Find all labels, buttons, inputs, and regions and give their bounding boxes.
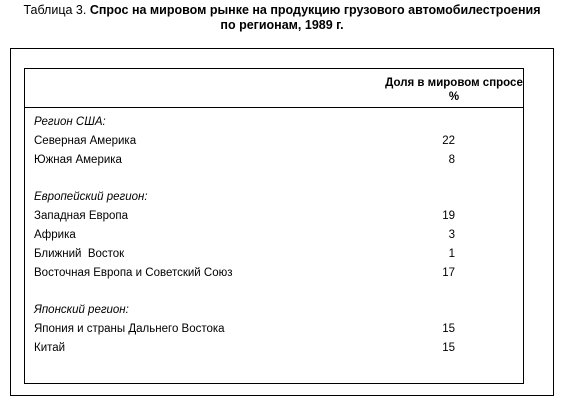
caption-title-line-1: Спрос на мировом рынке на продукцию грузового автомобилестроения bbox=[89, 3, 541, 17]
share-value: 8 bbox=[448, 154, 455, 166]
region-label: Северная Америка bbox=[34, 135, 137, 147]
table-row bbox=[25, 207, 523, 225]
column-header-unit: % bbox=[448, 91, 460, 103]
region-label: Ближний Восток bbox=[34, 248, 125, 260]
group-title: Регион США: bbox=[34, 116, 106, 128]
column-header bbox=[385, 76, 523, 104]
table-row bbox=[25, 320, 523, 338]
region-label: Африка bbox=[34, 229, 76, 241]
share-value: 17 bbox=[442, 267, 455, 279]
share-value: 15 bbox=[442, 323, 455, 335]
region-label: Восточная Европа и Советский Союз bbox=[34, 267, 233, 279]
table-row bbox=[25, 264, 523, 282]
group-row-us bbox=[25, 113, 523, 131]
group-title: Японский регион: bbox=[34, 304, 129, 316]
group-row-japan bbox=[25, 301, 523, 319]
share-value: 3 bbox=[448, 229, 455, 241]
share-value: 22 bbox=[442, 135, 455, 147]
table-row bbox=[25, 339, 523, 357]
table-row bbox=[25, 245, 523, 263]
caption-title-line-2: по регионам, 1989 г. bbox=[220, 18, 344, 32]
header-rule bbox=[25, 107, 523, 108]
column-header-title: Доля в мировом спросе bbox=[385, 77, 523, 89]
table-row bbox=[25, 132, 523, 150]
table-row bbox=[25, 226, 523, 244]
region-label: Южная Америка bbox=[34, 154, 122, 166]
region-label: Китай bbox=[34, 342, 66, 354]
share-value: 15 bbox=[442, 342, 455, 354]
demand-table bbox=[24, 68, 524, 384]
group-title: Европейский регион: bbox=[34, 191, 148, 203]
share-value: 1 bbox=[448, 248, 455, 260]
share-value: 19 bbox=[442, 210, 455, 222]
region-label: Западная Европа bbox=[34, 210, 129, 222]
caption-line-1 bbox=[4, 3, 560, 18]
table-row bbox=[25, 151, 523, 169]
group-row-europe bbox=[25, 188, 523, 206]
region-label: Япония и страны Дальнего Востока bbox=[34, 323, 225, 335]
table-caption bbox=[4, 3, 560, 33]
caption-lead: Таблица 3. bbox=[23, 3, 87, 17]
